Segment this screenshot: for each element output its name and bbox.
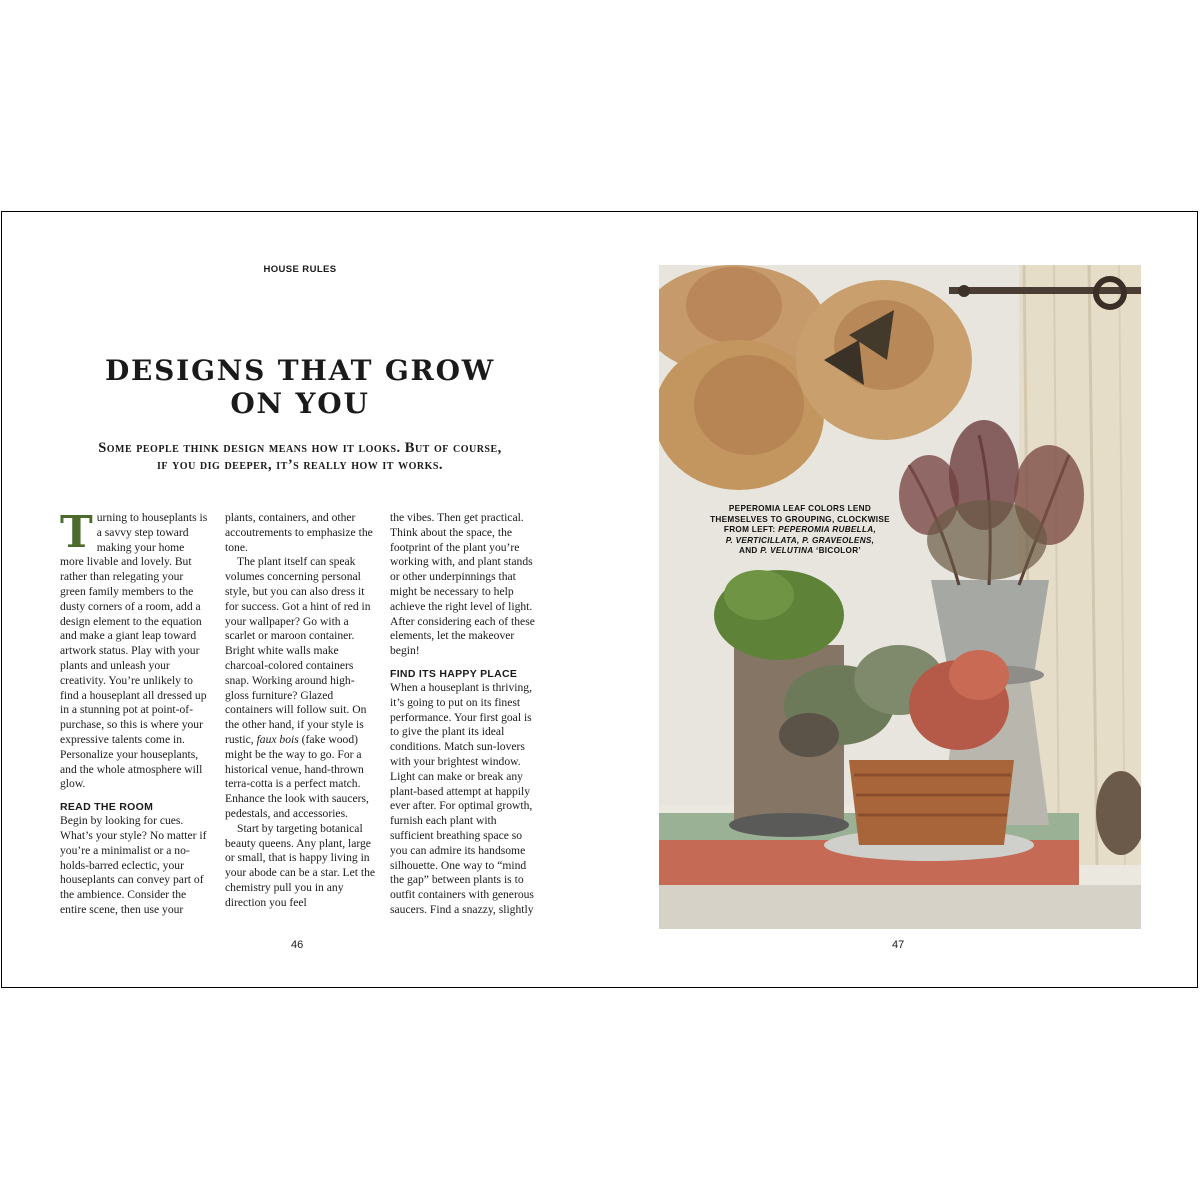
caption-line: PEPEROMIA LEAF COLORS LEND (728, 504, 872, 513)
plant-photo-illustration (659, 265, 1141, 929)
title-line-2: ON YOU (230, 387, 370, 420)
intro-paragraph (60, 507, 210, 792)
page-number-right: 47 (892, 939, 905, 951)
caption-line: ‘BICOLOR’ (813, 546, 861, 555)
drop-cap: T (60, 507, 93, 558)
title-line-1: DESIGNS THAT GROW (104, 354, 496, 387)
paragraph-text: (fake wood) might be the way to go. For a historical venue, hand-thrown terra-cotta is a perfect match. Enhance the look with saucers, pedestals, and accessories. (225, 732, 369, 820)
caption-line: AND (739, 546, 761, 555)
epigraph-line-2: if you dig deeper, it’s really how it works. (156, 457, 444, 473)
paragraph: Start by targeting botanical beauty queens. Any plant, large or small, that is happy living in your abode can be a star. Let the chemistry pull you in any direction you feel (225, 821, 376, 909)
paragraph: When a houseplant is thriving, it’s going to put on its finest performance. Your first goal is to give the plant its ideal conditions. Match sun-lovers with your brightest window. Light can make or break any plant-based attempt at happily ever after. For optimal growth, furnish each plant with sufficient breathing space so you can admire its handsome silhouette. One way to “mind the gap” between plants is to outfit containers with generous saucers. Find a snazzy, slightly (390, 680, 534, 916)
subhead-read-the-room: READ THE ROOM (60, 801, 154, 814)
italic-term: faux bois (256, 732, 299, 746)
paragraph-text: The plant itself can speak volumes concerning personal style, but you can also dress it for success. Got a hint of red in your wallpaper? Go with a scarlet or maroon container. Bright white walls make charcoal-colored containers snap. Working around high-gloss furniture? Glazed containers will follow suit. On the other hand, if your style is rustic, (225, 555, 371, 746)
page-number-left: 46 (291, 939, 304, 951)
subhead-find-its-happy-place: FIND ITS HAPPY PLACE (390, 667, 518, 680)
text-column-3 (390, 511, 540, 918)
caption-line: THEMSELVES TO GROUPING, CLOCKWISE (710, 514, 890, 524)
paragraph: plants, containers, and other accoutrements to emphasize the tone. (225, 511, 373, 554)
paragraph: the vibes. Then get practical. Think about the space, the footprint of the plant you’re working with, and plant stands or other underpinnings that might be necessary to help achieve the right level of light. After considering each of these elements, let the makeover begin! (390, 511, 535, 658)
text-column-1 (60, 507, 210, 918)
epigraph-line-1: Some people think design means how it looks. But of course, (98, 440, 502, 456)
epigraph-quote (58, 440, 542, 474)
caption-species: PEPEROMIA RUBELLA, (778, 525, 877, 534)
intro-text: urning to houseplants is a savvy step toward making your home more livable and lovely. But rather than relegating your green family members to the dusty corners of a room, add a design element to the equation and make a giant leap toward artwork status. Play with your plants and unleash your creativity. You’re unlikely to find a houseplant all dressed up in a stunning pot at point-of-purchase, so this is where your expressive talents come in. Personalize your houseplants, and the whole atmosphere will glow. (60, 511, 208, 791)
text-column-2 (225, 511, 375, 911)
running-head: HOUSE RULES (263, 264, 337, 275)
read-the-room-paragraph: Begin by looking for cues. What’s your style? No matter if you’re a minimalist or a no-holds-barred eclectic, your houseplants can convey part of the ambience. Consider the entire scene, then use your (60, 814, 207, 916)
caption-species: P. VERTICILLATA, P. GRAVEOLENS, (725, 535, 875, 545)
photo-caption (700, 504, 900, 557)
page-title (60, 354, 540, 420)
caption-species: P. VELUTINA (760, 546, 814, 555)
caption-line: FROM LEFT: (723, 525, 779, 534)
plant-photo (659, 265, 1141, 929)
style-paragraph (225, 555, 375, 821)
